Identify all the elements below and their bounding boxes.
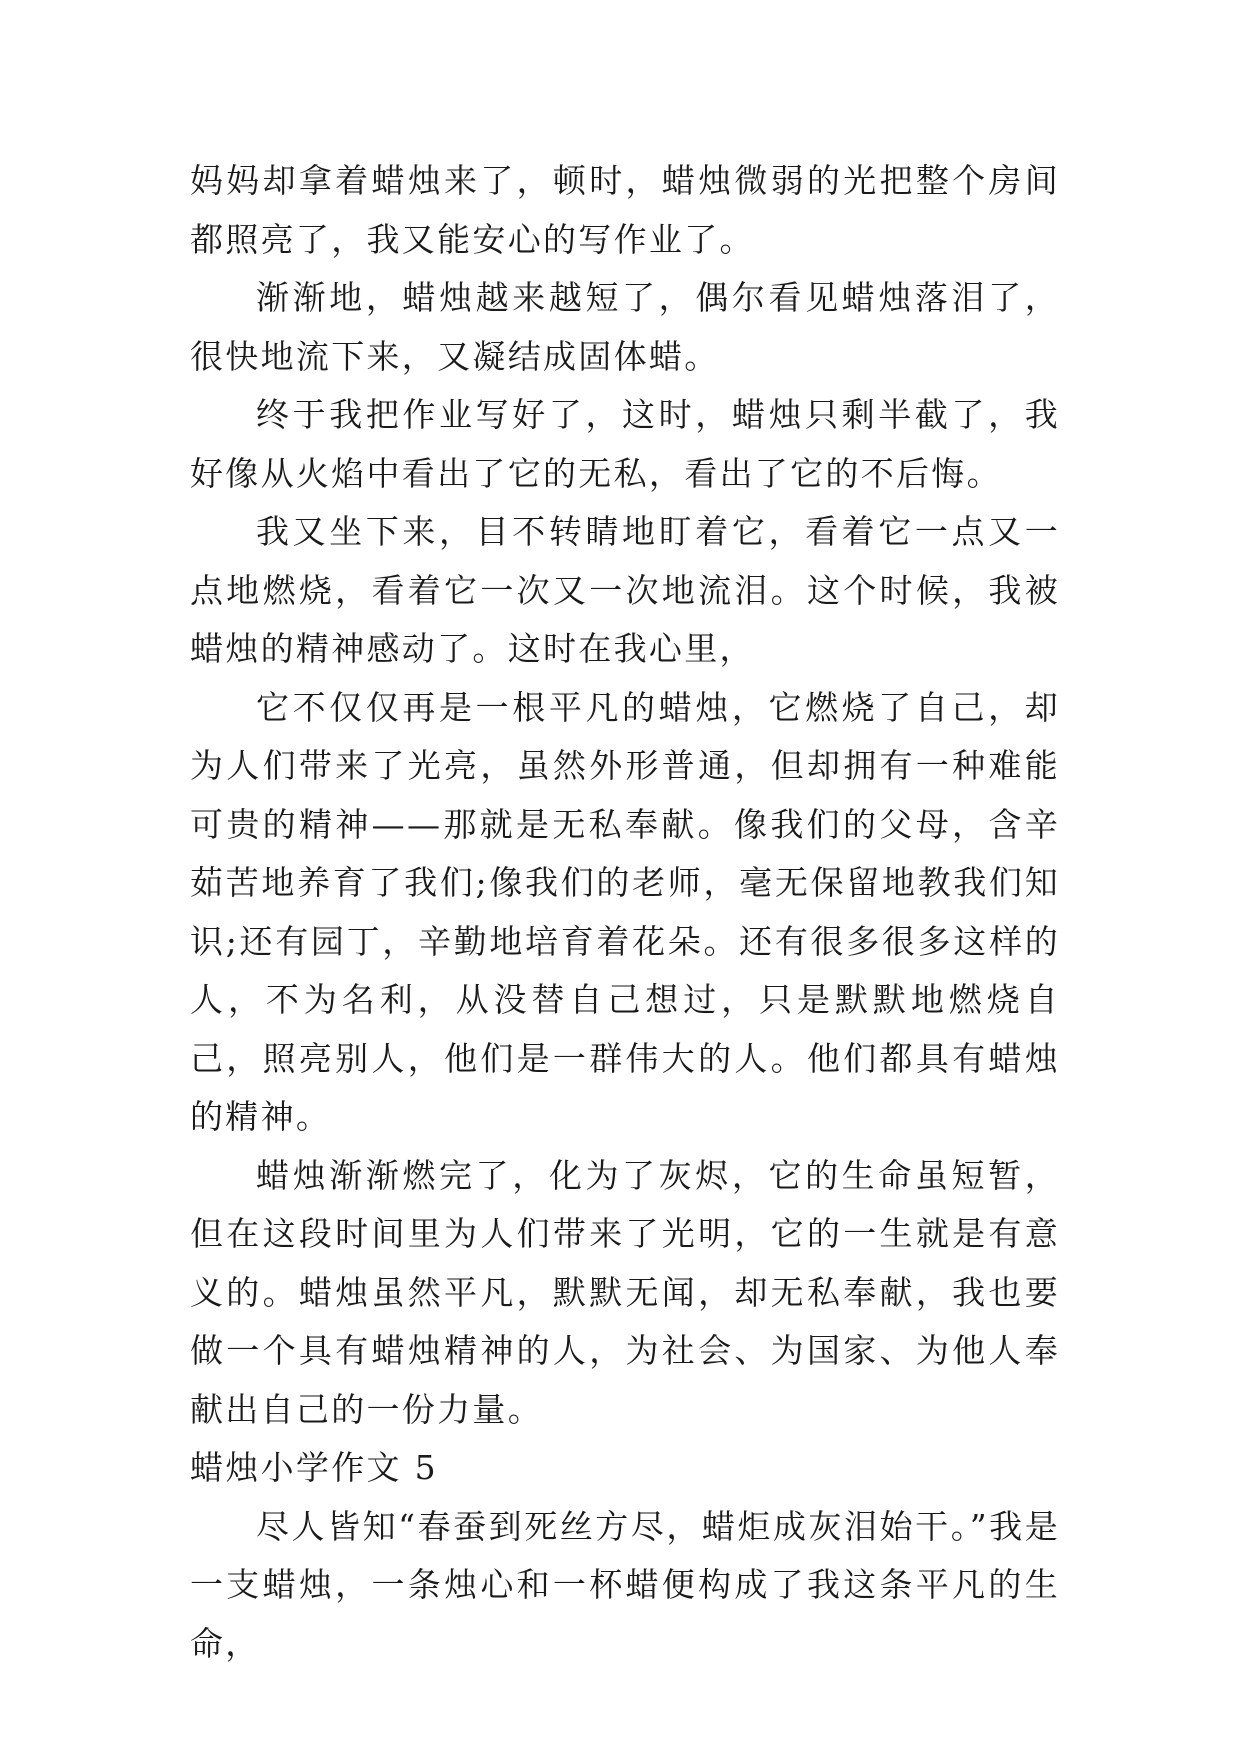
paragraph-3: 终于我把作业写好了，这时，蜡烛只剩半截了，我好像从火焰中看出了它的无私，看出了它的不后悔。 [190, 395, 1060, 493]
section-heading: 蜡烛小学作文 5 [190, 1448, 438, 1487]
paragraph-7: 尽人皆知“春蚕到死丝方尽，蜡炬成灰泪始干。”我是一支蜡烛，一条烛心和一杯蜡便构成了我这条平凡的生命， [190, 1506, 1060, 1663]
paragraph-4: 我又坐下来，目不转睛地盯着它，看着它一点又一点地燃烧，看着它一次又一次地流泪。这个时候，我被蜡烛的精神感动了。这时在我心里， [190, 512, 1060, 668]
paragraph-6: 蜡烛渐渐燃完了，化为了灰烬，它的生命虽短暂，但在这段时间里为人们带来了光明，它的一生就是有意义的。蜡烛虽然平凡，默默无闻，却无私奉献，我也要做一个具有蜡烛精神的人，为社会、为国家、为他人奉献出自己的一份力量。 [190, 1155, 1060, 1429]
paragraph-1: 妈妈却拿着蜡烛来了，顿时，蜡烛微弱的光把整个房间都照亮了，我又能安心的写作业了。 [190, 161, 1060, 259]
essay-body [190, 152, 1060, 1673]
paragraph-2: 渐渐地，蜡烛越来越短了，偶尔看见蜡烛落泪了，很快地流下来，又凝结成固体蜡。 [190, 278, 1060, 376]
paragraph-5: 它不仅仅再是一根平凡的蜡烛，它燃烧了自己，却为人们带来了光亮，虽然外形普通，但却拥有一种难能可贵的精神——那就是无私奉献。像我们的父母，含辛茹苦地养育了我们;像我们的老师，毫无保留地教我们知识;还有园丁，辛勤地培育着花朵。还有很多很多这样的人，不为名利，从没替自己想过，只是默默地燃烧自己，照亮别人，他们是一群伟大的人。他们都具有蜡烛的精神。 [190, 687, 1060, 1136]
